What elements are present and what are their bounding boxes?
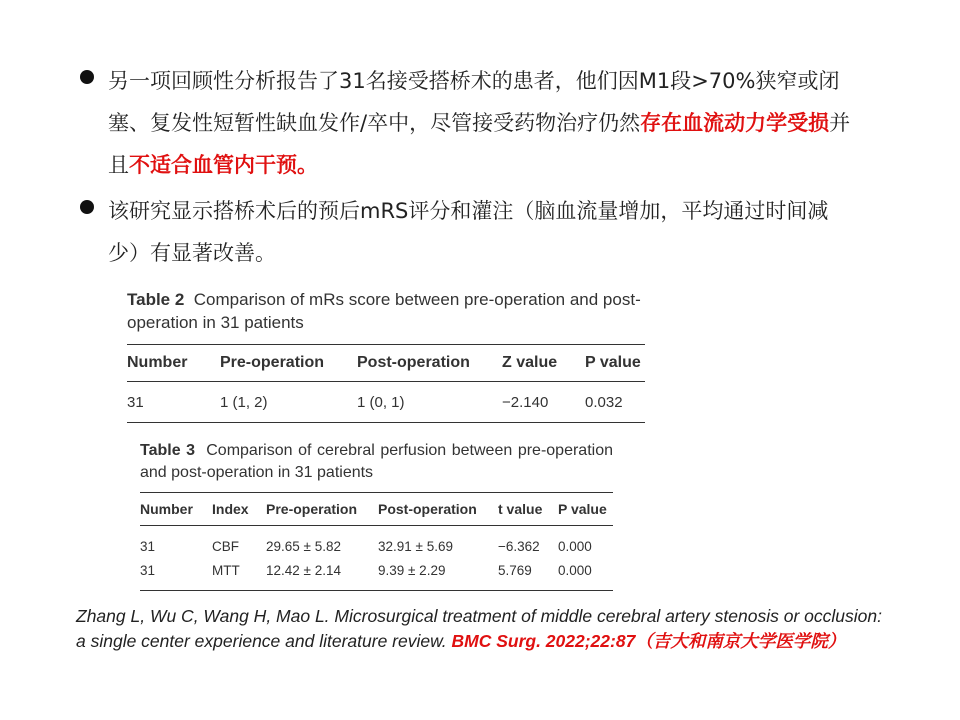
bullet-icon xyxy=(80,70,94,84)
table-caption-text: Comparison of mRs score between pre-operation and post-operation in 31 patients xyxy=(127,290,641,332)
table-cell: 0.000 xyxy=(558,538,592,554)
table-rule xyxy=(140,590,613,591)
table-caption xyxy=(127,288,645,334)
table-label: Table 2 xyxy=(127,290,185,309)
table-header-cell: t value xyxy=(498,501,543,517)
table-header-cell: Number xyxy=(127,354,188,371)
table-header-cell: Number xyxy=(140,501,193,517)
table-cell: 32.91 ± 5.69 xyxy=(378,538,453,554)
table-cell: 9.39 ± 2.29 xyxy=(378,562,446,578)
table-header-cell: P value xyxy=(585,354,641,371)
table-cell: 31 xyxy=(140,538,156,554)
bullet-text-plain: 另一项回顾性分析报告了31名接受搭桥术的患者，他们因M1段>70%狭窄或闭塞、复发性短暂性缺血发作/卒中，尽管接受药物治疗仍然 xyxy=(108,69,840,135)
table-cell: −6.362 xyxy=(498,538,540,554)
table-rule xyxy=(127,422,645,423)
table-header-cell: Post-operation xyxy=(357,354,470,371)
bullet-list xyxy=(80,60,880,278)
table-row xyxy=(127,382,645,422)
table-header-cell: Z value xyxy=(502,354,558,371)
bullet-text-highlight: 不适合血管内干预。 xyxy=(129,153,318,177)
table-cell: 31 xyxy=(127,393,144,411)
table-label: Table 3 xyxy=(140,442,196,459)
bullet-item-retrospective xyxy=(80,60,880,186)
table-2 xyxy=(127,288,645,423)
bullet-text: 该研究显示搭桥术后的预后mRS评分和灌注（脑血流量增加，平均通过时间减少）有显著改善。 xyxy=(108,199,829,265)
table-cell: 1 (0, 1) xyxy=(357,393,405,411)
table-row xyxy=(140,558,613,582)
table-cell: 12.42 ± 2.14 xyxy=(266,562,341,578)
table-3 xyxy=(140,440,613,591)
table-header-cell: Pre-operation xyxy=(266,501,358,517)
bullet-text xyxy=(108,60,853,186)
table-header-cell: Pre-operation xyxy=(220,354,325,371)
table-cell: 31 xyxy=(140,562,156,578)
table-header-row xyxy=(127,345,645,381)
bullet-item-outcome xyxy=(80,190,880,274)
bullet-icon xyxy=(80,200,94,214)
citation xyxy=(76,604,896,655)
table-cell: MTT xyxy=(212,562,240,578)
table-row xyxy=(140,534,613,558)
table-cell: 5.769 xyxy=(498,562,532,578)
citation-institution: （吉大和南京大学医学院） xyxy=(635,632,846,652)
table-cell: 0.000 xyxy=(558,562,592,578)
table-cell: 1 (1, 2) xyxy=(220,393,268,411)
table-header-cell: Post-operation xyxy=(378,501,477,517)
table-rule xyxy=(140,525,613,526)
table-cell: 0.032 xyxy=(585,393,623,411)
bullet-text-highlight: 存在血流动力学受损 xyxy=(640,111,830,135)
table-cell: 29.65 ± 5.82 xyxy=(266,538,341,554)
table-header-cell: Index xyxy=(212,501,249,517)
table-caption xyxy=(140,440,613,484)
bullet-text-plain: 并且 xyxy=(108,111,851,177)
table-caption-text: Comparison of cerebral perfusion between pre-operation and post-operation in 31 patients xyxy=(140,442,613,481)
table-header-row xyxy=(140,493,613,525)
table-cell: CBF xyxy=(212,538,239,554)
table-header-cell: P value xyxy=(558,501,607,517)
citation-journal: BMC Surg. 2022;22:87 xyxy=(451,631,636,651)
table-cell: −2.140 xyxy=(502,393,549,411)
citation-text: Zhang L, Wu C, Wang H, Mao L. Microsurgical treatment of middle cerebral artery stenosis or occlusion: a single center experience and literature review. xyxy=(76,606,882,651)
